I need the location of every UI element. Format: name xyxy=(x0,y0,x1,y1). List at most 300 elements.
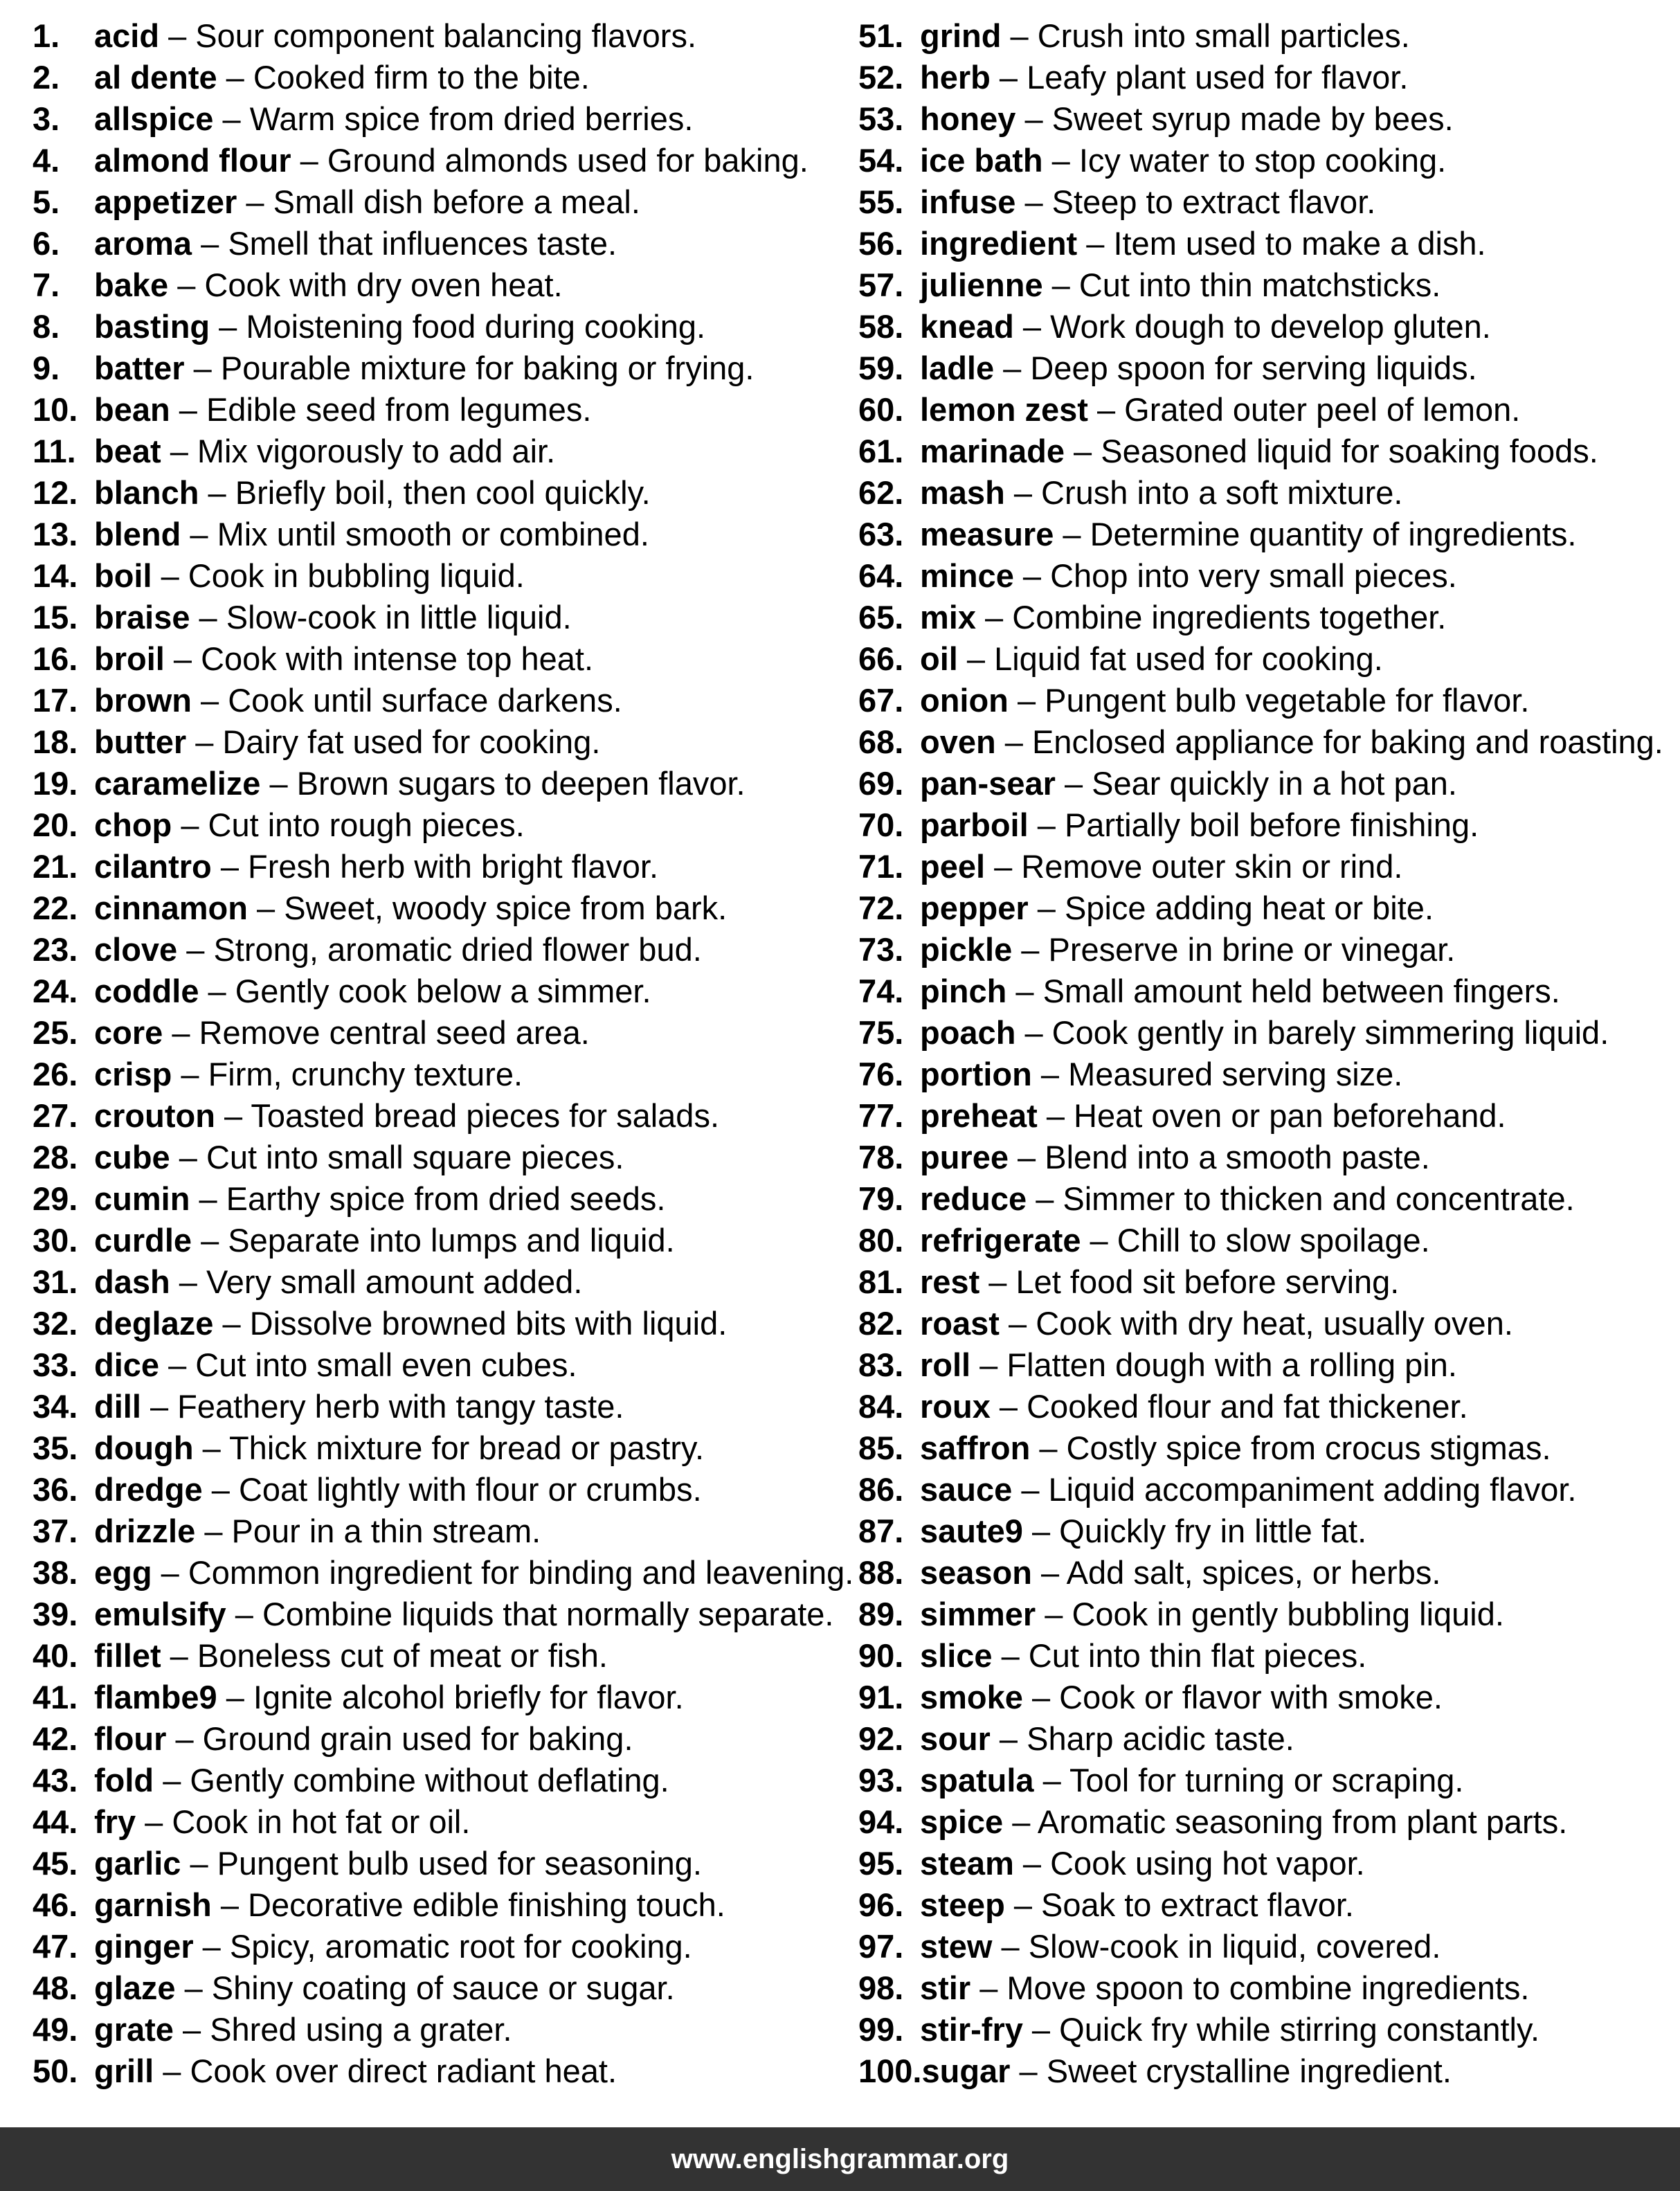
item-number: 90. xyxy=(858,1637,904,1674)
item-term: honey xyxy=(920,100,1016,137)
item-term: bean xyxy=(94,391,170,428)
item-definition: – Briefly boil, then cool quickly. xyxy=(199,474,651,511)
list-item xyxy=(33,140,858,181)
item-number: 98. xyxy=(858,1969,904,2006)
item-number: 50. xyxy=(33,2053,78,2089)
item-text xyxy=(94,140,809,181)
item-definition: – Very small amount added. xyxy=(170,1263,583,1300)
item-text xyxy=(94,472,651,514)
item-text xyxy=(94,1843,702,1884)
item-text xyxy=(94,57,590,98)
item-definition: – Gently cook below a simmer. xyxy=(199,973,651,1009)
list-item xyxy=(858,1801,1675,1843)
item-term: oil xyxy=(920,640,958,677)
item-number: 12. xyxy=(33,474,78,511)
item-term: parboil xyxy=(920,806,1029,843)
item-text xyxy=(920,98,1454,140)
list-item xyxy=(33,57,858,98)
term-list-column-right xyxy=(858,15,1675,2127)
item-text xyxy=(920,597,1446,638)
list-item xyxy=(33,1427,858,1469)
item-number: 34. xyxy=(33,1388,78,1425)
list-item xyxy=(33,1012,858,1054)
list-item xyxy=(858,1012,1675,1054)
item-term: emulsify xyxy=(94,1596,226,1632)
item-number: 80. xyxy=(858,1222,904,1259)
item-term: fillet xyxy=(94,1637,161,1674)
item-number: 25. xyxy=(33,1014,78,1051)
item-definition: – Decorative edible finishing touch. xyxy=(211,1886,725,1923)
item-definition: – Aromatic seasoning from plant parts. xyxy=(1003,1803,1568,1840)
item-definition: – Sharp acidic taste. xyxy=(990,1720,1294,1757)
list-item xyxy=(33,804,858,846)
list-item xyxy=(33,1137,858,1178)
item-text xyxy=(94,680,622,721)
item-text xyxy=(94,1511,541,1552)
item-definition: – Quick fry while stirring constantly. xyxy=(1022,2011,1540,2048)
item-text xyxy=(920,1967,1529,2009)
item-number: 75. xyxy=(858,1014,904,1051)
list-item xyxy=(33,1178,858,1220)
item-definition: – Shred using a grater. xyxy=(173,2011,512,2048)
list-item xyxy=(33,348,858,389)
item-text xyxy=(920,1801,1567,1843)
list-item xyxy=(858,98,1675,140)
item-term: drizzle xyxy=(94,1513,196,1549)
item-text xyxy=(920,431,1598,472)
item-term: herb xyxy=(920,59,991,96)
item-definition: – Cut into thin matchsticks. xyxy=(1042,267,1441,303)
term-list-column-left xyxy=(33,15,858,2127)
item-definition: – Ignite alcohol briefly for flavor. xyxy=(217,1679,684,1715)
list-item xyxy=(858,763,1675,804)
item-term: smoke xyxy=(920,1679,1023,1715)
item-number: 29. xyxy=(33,1180,78,1217)
item-term: cumin xyxy=(94,1180,190,1217)
list-item xyxy=(33,1386,858,1427)
item-term: onion xyxy=(920,682,1009,719)
item-term: al dente xyxy=(94,59,217,96)
item-term: blend xyxy=(94,516,181,552)
item-term: dill xyxy=(94,1388,141,1425)
item-definition: – Spice adding heat or bite. xyxy=(1028,890,1434,926)
item-term: roux xyxy=(920,1388,991,1425)
item-number: 53. xyxy=(858,100,904,137)
item-text xyxy=(920,1012,1609,1054)
item-text xyxy=(920,680,1529,721)
list-item xyxy=(33,1801,858,1843)
item-definition: – Separate into lumps and liquid. xyxy=(192,1222,675,1259)
item-definition: – Thick mixture for bread or pastry. xyxy=(193,1430,705,1466)
item-definition: – Remove outer skin or rind. xyxy=(985,848,1403,885)
item-definition: – Mix until smooth or combined. xyxy=(181,516,649,552)
list-item xyxy=(33,264,858,306)
item-number: 39. xyxy=(33,1596,78,1632)
item-definition: – Dissolve browned bits with liquid. xyxy=(213,1305,728,1342)
item-text xyxy=(94,597,572,638)
item-term: batter xyxy=(94,350,185,386)
item-definition: – Toasted bread pieces for salads. xyxy=(215,1097,720,1134)
item-definition: – Coat lightly with flour or crumbs. xyxy=(202,1471,702,1508)
item-number: 68. xyxy=(858,723,904,760)
item-definition: – Warm spice from dried berries. xyxy=(213,100,694,137)
item-definition: – Mix vigorously to add air. xyxy=(161,433,556,469)
item-text xyxy=(920,1344,1457,1386)
item-text xyxy=(920,1843,1365,1884)
item-number: 6. xyxy=(33,225,60,262)
item-text xyxy=(920,1718,1294,1760)
item-term: cilantro xyxy=(94,848,212,885)
item-definition: – Dairy fat used for cooking. xyxy=(186,723,601,760)
item-term: acid xyxy=(94,17,160,54)
item-definition: – Determine quantity of ingredients. xyxy=(1054,516,1577,552)
item-number: 33. xyxy=(33,1346,78,1383)
footer-url: www.englishgrammar.org xyxy=(671,2143,1009,2174)
item-term: fold xyxy=(94,1762,154,1798)
item-term: chop xyxy=(94,806,172,843)
item-text xyxy=(94,431,555,472)
item-text xyxy=(94,555,525,597)
item-definition: – Soak to extract flavor. xyxy=(1004,1886,1354,1923)
item-definition: – Cook over direct radiant heat. xyxy=(154,2053,617,2089)
item-text xyxy=(920,472,1402,514)
item-text xyxy=(94,1386,624,1427)
item-text xyxy=(920,887,1434,929)
item-term: spice xyxy=(920,1803,1004,1840)
item-text xyxy=(94,306,705,348)
item-definition: – Tool for turning or scraping. xyxy=(1033,1762,1464,1798)
item-number: 19. xyxy=(33,765,78,802)
item-text xyxy=(920,1095,1506,1137)
list-item xyxy=(858,306,1675,348)
list-item xyxy=(858,348,1675,389)
item-term: stir-fry xyxy=(920,2011,1023,2048)
item-number: 71. xyxy=(858,848,904,885)
item-number: 69. xyxy=(858,765,904,802)
list-item xyxy=(858,846,1675,887)
item-number: 55. xyxy=(858,183,904,220)
item-text xyxy=(920,846,1402,887)
list-item xyxy=(33,929,858,971)
item-text xyxy=(94,1261,582,1303)
item-text xyxy=(94,1095,719,1137)
item-text xyxy=(94,1303,727,1344)
item-term: grill xyxy=(94,2053,154,2089)
list-item xyxy=(858,1386,1675,1427)
item-definition: – Strong, aromatic dried flower bud. xyxy=(177,931,702,968)
item-term: dice xyxy=(94,1346,160,1383)
list-item xyxy=(33,1760,858,1801)
item-term: appetizer xyxy=(94,183,237,220)
list-item xyxy=(33,431,858,472)
item-term: broil xyxy=(94,640,165,677)
item-text xyxy=(920,514,1576,555)
item-definition: – Cut into rough pieces. xyxy=(172,806,525,843)
item-text xyxy=(94,846,658,887)
item-term: braise xyxy=(94,599,190,635)
item-definition: – Grated outer peel of lemon. xyxy=(1087,391,1521,428)
item-definition: – Seasoned liquid for soaking foods. xyxy=(1064,433,1598,469)
item-definition: – Sour component balancing flavors. xyxy=(159,17,697,54)
item-term: blanch xyxy=(94,474,199,511)
list-item xyxy=(33,1344,858,1386)
item-number: 73. xyxy=(858,931,904,968)
item-text xyxy=(920,223,1486,264)
item-definition: – Liquid accompaniment adding flavor. xyxy=(1012,1471,1577,1508)
item-text xyxy=(920,1220,1430,1261)
item-text xyxy=(94,804,525,846)
list-item xyxy=(33,1552,858,1594)
list-item xyxy=(33,306,858,348)
list-item xyxy=(858,1137,1675,1178)
item-term: spatula xyxy=(920,1762,1034,1798)
list-item xyxy=(33,1054,858,1095)
item-text xyxy=(921,2050,1451,2092)
item-number: 7. xyxy=(33,267,60,303)
list-item xyxy=(858,1344,1675,1386)
list-item xyxy=(858,1552,1675,1594)
item-number: 67. xyxy=(858,682,904,719)
item-text xyxy=(920,348,1477,389)
item-definition: – Slow-cook in liquid, covered. xyxy=(992,1928,1441,1965)
list-item xyxy=(858,971,1675,1012)
item-definition: – Add salt, spices, or herbs. xyxy=(1031,1554,1441,1591)
item-number: 72. xyxy=(858,890,904,926)
item-number: 95. xyxy=(858,1845,904,1882)
item-definition: – Ground grain used for baking. xyxy=(166,1720,633,1757)
list-item xyxy=(858,1594,1675,1635)
item-term: simmer xyxy=(920,1596,1036,1632)
item-text xyxy=(920,2009,1539,2050)
list-item xyxy=(33,1926,858,1967)
item-number: 62. xyxy=(858,474,904,511)
item-text xyxy=(94,1594,833,1635)
item-term: saffron xyxy=(920,1430,1031,1466)
item-text xyxy=(920,1594,1504,1635)
item-definition: – Deep spoon for serving liquids. xyxy=(994,350,1477,386)
item-number: 41. xyxy=(33,1679,78,1715)
item-definition: – Fresh herb with bright flavor. xyxy=(211,848,659,885)
item-definition: – Smell that influences taste. xyxy=(192,225,617,262)
item-definition: – Item used to make a dish. xyxy=(1077,225,1486,262)
list-item xyxy=(858,1178,1675,1220)
item-term: mash xyxy=(920,474,1005,511)
item-text xyxy=(94,1220,675,1261)
item-number: 45. xyxy=(33,1845,78,1882)
item-text xyxy=(94,1967,675,2009)
item-text xyxy=(94,1012,590,1054)
item-definition: – Let food sit before serving. xyxy=(979,1263,1400,1300)
item-text xyxy=(920,804,1479,846)
item-text xyxy=(94,638,593,680)
item-number: 84. xyxy=(858,1388,904,1425)
item-definition: – Flatten dough with a rolling pin. xyxy=(970,1346,1457,1383)
item-term: allspice xyxy=(94,100,214,137)
list-item xyxy=(33,971,858,1012)
item-number: 91. xyxy=(858,1679,904,1715)
list-item xyxy=(33,1261,858,1303)
item-text xyxy=(920,763,1457,804)
item-number: 11. xyxy=(33,433,76,469)
item-text xyxy=(94,181,640,223)
item-definition: – Simmer to thicken and concentrate. xyxy=(1027,1180,1575,1217)
item-term: stew xyxy=(920,1928,993,1965)
list-item xyxy=(33,680,858,721)
item-definition: – Slow-cook in little liquid. xyxy=(190,599,572,635)
item-definition: – Cook in bubbling liquid. xyxy=(152,557,525,594)
item-number: 23. xyxy=(33,931,78,968)
list-item xyxy=(33,98,858,140)
list-item xyxy=(33,887,858,929)
item-term: portion xyxy=(920,1056,1032,1092)
item-number: 47. xyxy=(33,1928,78,1965)
item-text xyxy=(920,1511,1366,1552)
item-definition: – Work dough to develop gluten. xyxy=(1013,308,1491,345)
item-text xyxy=(94,721,600,763)
item-text xyxy=(94,1054,523,1095)
item-number: 58. xyxy=(858,308,904,345)
item-number: 4. xyxy=(33,142,60,179)
item-term: curdle xyxy=(94,1222,192,1259)
item-term: ice bath xyxy=(920,142,1043,179)
item-number: 37. xyxy=(33,1513,78,1549)
item-term: cube xyxy=(94,1139,170,1175)
item-text xyxy=(920,1178,1575,1220)
item-term: garlic xyxy=(94,1845,181,1882)
item-text xyxy=(94,763,746,804)
item-definition: – Cook with dry heat, usually oven. xyxy=(999,1305,1513,1342)
list-item xyxy=(33,1843,858,1884)
item-text xyxy=(94,971,651,1012)
item-definition: – Partially boil before finishing. xyxy=(1028,806,1479,843)
item-number: 93. xyxy=(858,1762,904,1798)
list-item xyxy=(33,1095,858,1137)
item-text xyxy=(94,1760,669,1801)
list-item xyxy=(858,140,1675,181)
item-term: cinnamon xyxy=(94,890,248,926)
item-number: 17. xyxy=(33,682,78,719)
item-number: 21. xyxy=(33,848,78,885)
item-term: brown xyxy=(94,682,192,719)
item-number: 89. xyxy=(858,1596,904,1632)
item-term: measure xyxy=(920,516,1054,552)
item-number: 66. xyxy=(858,640,904,677)
list-item xyxy=(33,2009,858,2050)
item-term: roast xyxy=(920,1305,1000,1342)
item-text xyxy=(920,1552,1440,1594)
item-text xyxy=(94,1884,725,1926)
item-term: puree xyxy=(920,1139,1009,1175)
item-definition: – Cook in hot fat or oil. xyxy=(136,1803,471,1840)
item-number: 42. xyxy=(33,1720,78,1757)
item-text xyxy=(94,348,754,389)
item-term: butter xyxy=(94,723,187,760)
item-definition: – Cook using hot vapor. xyxy=(1013,1845,1365,1882)
item-term: almond flour xyxy=(94,142,291,179)
item-text xyxy=(920,1303,1513,1344)
item-term: infuse xyxy=(920,183,1016,220)
item-definition: – Pourable mixture for baking or frying. xyxy=(184,350,755,386)
item-number: 24. xyxy=(33,973,78,1009)
list-item xyxy=(858,887,1675,929)
item-number: 60. xyxy=(858,391,904,428)
list-item xyxy=(33,846,858,887)
item-number: 9. xyxy=(33,350,60,386)
item-number: 44. xyxy=(33,1803,78,1840)
item-definition: – Cook with intense top heat. xyxy=(164,640,594,677)
item-term: flambe9 xyxy=(94,1679,217,1715)
item-text xyxy=(94,1344,577,1386)
list-item xyxy=(858,1427,1675,1469)
item-number: 99. xyxy=(858,2011,904,2048)
item-number: 51. xyxy=(858,17,904,54)
item-term: dash xyxy=(94,1263,170,1300)
item-definition: – Measured serving size. xyxy=(1031,1056,1403,1092)
item-term: ginger xyxy=(94,1928,194,1965)
item-definition: – Combine liquids that normally separate. xyxy=(226,1596,834,1632)
list-item xyxy=(858,15,1675,57)
item-text xyxy=(94,2009,512,2050)
item-definition: – Feathery herb with tangy taste. xyxy=(141,1388,624,1425)
item-number: 86. xyxy=(858,1471,904,1508)
list-item xyxy=(33,472,858,514)
list-item xyxy=(33,223,858,264)
item-definition: – Spicy, aromatic root for cooking. xyxy=(193,1928,692,1965)
list-item xyxy=(33,597,858,638)
list-item xyxy=(858,1095,1675,1137)
item-term: core xyxy=(94,1014,163,1051)
item-definition: – Quickly fry in little fat. xyxy=(1022,1513,1367,1549)
item-definition: – Shiny coating of sauce or sugar. xyxy=(175,1969,675,2006)
item-number: 81. xyxy=(858,1263,904,1300)
item-text xyxy=(94,2050,617,2092)
list-item xyxy=(33,555,858,597)
item-text xyxy=(920,1760,1463,1801)
list-item xyxy=(858,680,1675,721)
list-item xyxy=(33,181,858,223)
list-item xyxy=(858,555,1675,597)
item-text xyxy=(920,1137,1430,1178)
item-term: egg xyxy=(94,1554,152,1591)
item-term: sugar xyxy=(921,2053,1011,2089)
item-definition: – Crush into a soft mixture. xyxy=(1004,474,1403,511)
item-number: 22. xyxy=(33,890,78,926)
item-definition: – Leafy plant used for flavor. xyxy=(990,59,1409,96)
item-definition: – Cook until surface darkens. xyxy=(191,682,622,719)
item-text xyxy=(920,264,1440,306)
item-number: 13. xyxy=(33,516,78,552)
item-text xyxy=(920,929,1455,971)
item-number: 83. xyxy=(858,1346,904,1383)
item-number: 10. xyxy=(33,391,78,428)
item-definition: – Small dish before a meal. xyxy=(237,183,640,220)
item-definition: – Costly spice from crocus stigmas. xyxy=(1030,1430,1551,1466)
item-number: 78. xyxy=(858,1139,904,1175)
item-definition: – Brown sugars to deepen flavor. xyxy=(260,765,746,802)
list-item xyxy=(858,1303,1675,1344)
item-number: 3. xyxy=(33,100,60,137)
list-item xyxy=(858,264,1675,306)
item-term: flour xyxy=(94,1720,167,1757)
item-text xyxy=(94,264,563,306)
item-text xyxy=(94,1635,608,1677)
item-number: 49. xyxy=(33,2011,78,2048)
item-term: grate xyxy=(94,2011,174,2048)
item-text xyxy=(94,1469,702,1511)
list-item xyxy=(858,514,1675,555)
item-definition: – Pour in a thin stream. xyxy=(195,1513,541,1549)
list-item xyxy=(858,721,1675,763)
